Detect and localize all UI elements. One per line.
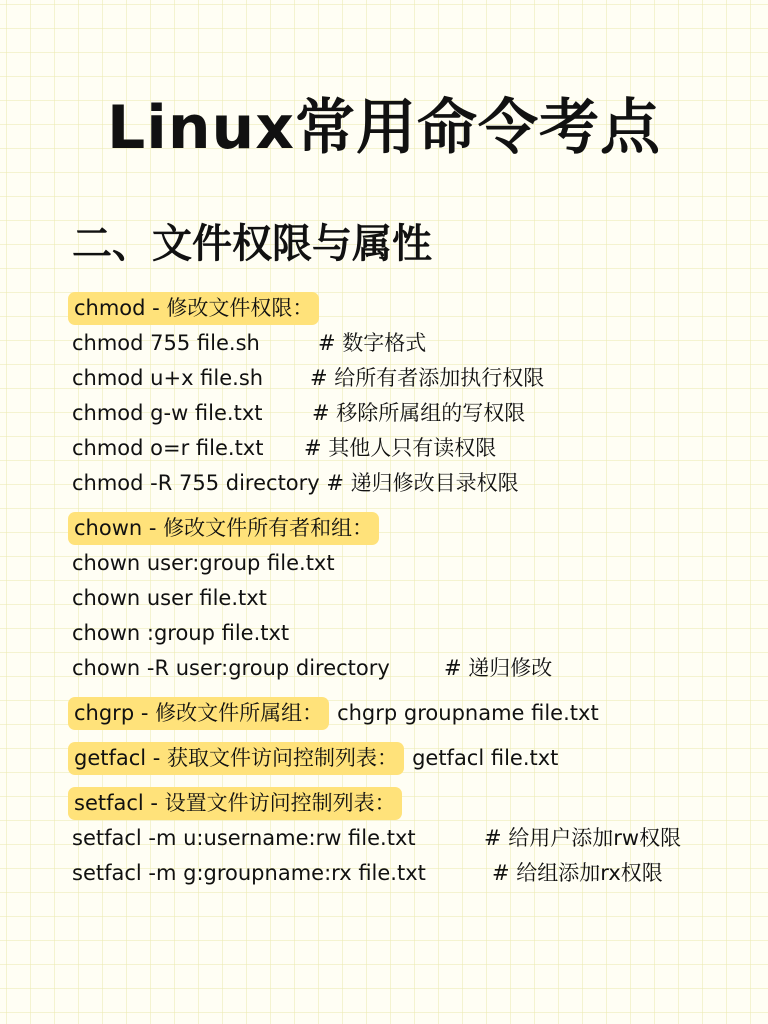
comment-text: # 给用户添加rw权限 bbox=[484, 826, 682, 850]
comment-text: # 数字格式 bbox=[318, 331, 427, 355]
code-line bbox=[72, 581, 752, 616]
command-text: chmod g-w file.txt bbox=[72, 401, 263, 425]
command-text: chmod 755 file.sh bbox=[72, 331, 260, 355]
code-line bbox=[72, 396, 752, 431]
command-text: setfacl -m u:username:rw file.txt bbox=[72, 826, 416, 850]
chmod-heading-line bbox=[72, 291, 752, 326]
chown-heading-line bbox=[72, 511, 752, 546]
command-text: chown :group file.txt bbox=[72, 621, 290, 645]
chmod-block bbox=[72, 291, 752, 501]
chmod-heading: chmod - 修改文件权限： bbox=[68, 292, 319, 325]
getfacl-line bbox=[72, 741, 752, 776]
comment-text: # 移除所属组的写权限 bbox=[312, 401, 526, 425]
chown-block bbox=[72, 511, 752, 686]
content-body bbox=[72, 291, 752, 891]
chown-heading: chown - 修改文件所有者和组： bbox=[68, 512, 379, 545]
command-text: chmod o=r file.txt bbox=[72, 436, 264, 460]
page-title: Linux常用命令考点 bbox=[107, 93, 661, 163]
command-text: chown user file.txt bbox=[72, 586, 267, 610]
code-line bbox=[72, 546, 752, 581]
chgrp-heading: chgrp - 修改文件所属组： bbox=[68, 697, 329, 730]
code-line bbox=[72, 856, 752, 891]
chgrp-block bbox=[72, 696, 752, 731]
setfacl-heading-line bbox=[72, 786, 752, 821]
code-line bbox=[72, 431, 752, 466]
command-text: chown -R user:group directory bbox=[72, 656, 390, 680]
code-line bbox=[72, 821, 752, 856]
code-line bbox=[72, 326, 752, 361]
code-line bbox=[72, 466, 752, 501]
getfacl-heading: getfacl - 获取文件访问控制列表： bbox=[68, 742, 404, 775]
getfacl-example: getfacl file.txt bbox=[412, 746, 559, 770]
comment-text: # 给所有者添加执行权限 bbox=[310, 366, 545, 390]
code-line bbox=[72, 361, 752, 396]
code-line bbox=[72, 616, 752, 651]
comment-text: # 给组添加rx权限 bbox=[492, 861, 663, 885]
getfacl-block bbox=[72, 741, 752, 776]
command-text: chmod -R 755 directory bbox=[72, 471, 320, 495]
chgrp-example: chgrp groupname file.txt bbox=[337, 701, 599, 725]
command-text: chmod u+x file.sh bbox=[72, 366, 264, 390]
section-title: 二、文件权限与属性 bbox=[72, 221, 432, 267]
comment-text: # 递归修改 bbox=[444, 656, 553, 680]
code-line bbox=[72, 651, 752, 686]
setfacl-block bbox=[72, 786, 752, 891]
command-text: setfacl -m g:groupname:rx file.txt bbox=[72, 861, 426, 885]
comment-text: # 其他人只有读权限 bbox=[304, 436, 497, 460]
setfacl-heading: setfacl - 设置文件访问控制列表： bbox=[68, 787, 402, 820]
comment-text: # 递归修改目录权限 bbox=[326, 471, 519, 495]
command-text: chown user:group file.txt bbox=[72, 551, 335, 575]
chgrp-line bbox=[72, 696, 752, 731]
